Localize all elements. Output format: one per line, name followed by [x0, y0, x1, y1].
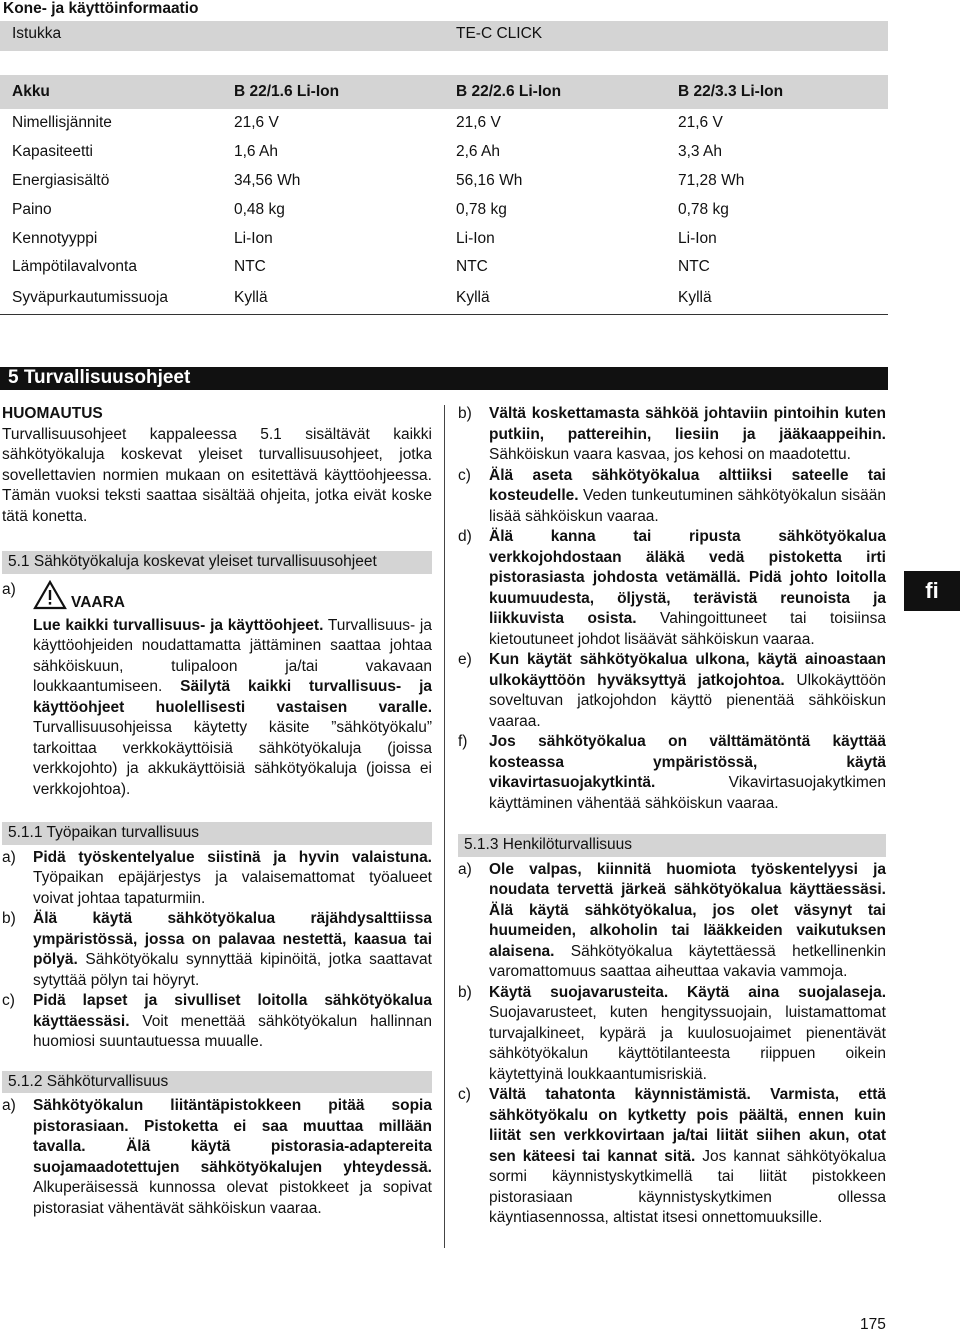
item-label: c): [458, 466, 471, 484]
table-row: [0, 282, 888, 315]
table-row: [0, 195, 888, 224]
list-item: [458, 983, 886, 1086]
table-cell: 56,16 Wh: [456, 171, 523, 189]
table-cell: 21,6 V: [678, 114, 723, 132]
item-body: Ulkokäyttöön soveltuvan jatkojohdon käyttö pienentää sähköiskun vaaraa.: [489, 671, 886, 730]
subsection-5-1-2-heading: [2, 1071, 432, 1094]
table-header-cell: Akku: [0, 75, 222, 109]
item-text: [489, 860, 886, 983]
table-cell: 21,6 V: [456, 114, 501, 132]
subsection-5-1-1-heading: [2, 822, 432, 845]
table-cell: Li-Ion: [456, 229, 495, 247]
warning-triangle-icon: [33, 580, 67, 610]
item-text: [489, 732, 886, 814]
table-cell: Kyllä: [666, 282, 888, 315]
language-tab: fi: [904, 571, 960, 611]
item-text: [33, 1096, 432, 1219]
table-cell: Li-Ion: [678, 229, 717, 247]
item-text: [489, 983, 886, 1086]
subsection-5-1-3-heading: [458, 834, 886, 857]
warning-header: [33, 580, 432, 610]
chuck-value: TE-C CLICK: [456, 25, 543, 42]
table-cell: 0,78 kg: [678, 200, 729, 218]
warning-content: [33, 580, 432, 801]
item-bold: Kun käytät sähkötyökalua ulkona, käytä ainoastaan ulkokäyttöön hyväksyttyä jatkojohtoa.: [489, 651, 886, 689]
list-item: [2, 991, 432, 1053]
list-item: [2, 909, 432, 991]
table-cell: Kennotyyppi: [12, 229, 98, 247]
table-cell: NTC: [456, 258, 488, 276]
item-body: Vikavirtasuojakytkimen käyttäminen vähentää sähköiskun vaaraa.: [489, 774, 886, 812]
electrical-list-right: [458, 404, 886, 814]
table-cell: Paino: [12, 200, 52, 218]
item-bold: Älä käytä sähkötyökalua räjähdysalttiissa ympäristössä, jossa on palavaa nestettä, kaasua tai pölyä.: [33, 910, 432, 968]
item-body: Sähkötyökalu synnyttää kipinöitä, jotka saattavat sytyttää pölyn tai höyryt.: [33, 951, 432, 989]
item-label: a): [2, 1097, 16, 1114]
item-label: d): [458, 528, 472, 545]
table-cell: Energiasisältö: [12, 171, 110, 189]
section-title-bar: [0, 367, 888, 390]
chuck-row: [0, 21, 888, 51]
subsection-5-1-3-title: 5.1.3 Henkilöturvallisuus: [464, 836, 633, 853]
item-bold: Vältä tahatonta käynnistämistä. Varmista, että sähkötyökalu on kytketty pois päältä, ennen kuin liität sen verkkovirtaan ja/tai liität siihen akun, otat sen käteesi tai kannat sitä.: [489, 1086, 886, 1165]
left-column: [2, 404, 432, 1219]
item-label: b): [2, 910, 16, 927]
item-body: Jos kannat sähkötyökalua sormi käynnistyskytkimellä tai liität pistokkeen pistorasiaan käynnistyskytkimen ollessa käyntiasennossa, altistat itsesi onnettomuuksille.: [489, 1147, 886, 1226]
work-area-list: [2, 848, 432, 1053]
item-bold: Jos sähkötyökalua on välttämätöntä käyttää kosteassa ympäristössä, käytä vikavirtasuojakytkintä.: [489, 733, 886, 791]
item-bold: Käytä suojavarusteita. Käytä aina suojalaseja.: [489, 983, 886, 1001]
table-cell: Nimellisjännite: [12, 114, 112, 132]
column-divider: [444, 405, 445, 1248]
item-text: [33, 991, 432, 1053]
page-header-title: Kone- ja käyttöinformaatio: [3, 0, 199, 17]
item-bold: Sähkötyökalun liitäntäpistokkeen pitää sopia pistorasiaan. Pistoketta ei saa muuttaa millään tavalla. Älä käytä pistorasia-adaptereita suojamaadotettujen sähkötyökalujen yhteydessä.: [33, 1097, 432, 1176]
item-body: Sähkötyökalua käytettäessä hetkellinenkin varomattomuus saattaa aiheuttaa vakavia vammoja.: [489, 942, 886, 980]
table-cell: 3,3 Ah: [678, 143, 722, 161]
item-text: [489, 650, 886, 732]
table-cell: NTC: [678, 258, 710, 276]
item-body: Suojavarusteet, kuten hengityssuojain, luistamattomat turvajalkineet, kypärä ja kuulosuojaimet pienentävät sähkötyökalun käyttötilanteesta riippuen oikein käytettyinä loukkaantumisriskiä.: [489, 1004, 886, 1083]
item-label: c): [458, 1086, 471, 1103]
item-body: Sähköiskun vaara kasvaa, jos kehosi on maadotettu.: [489, 446, 851, 463]
list-item: [458, 732, 886, 814]
table-header-cell: B 22/1.6 Li-Ion: [222, 75, 444, 109]
item-body: Vahingoittuneet tai toisiinsa kietoutuneet johdot lisäävät sähköiskun vaaraa.: [489, 610, 886, 648]
list-item: [458, 650, 886, 732]
item-label: b): [458, 983, 472, 1001]
item-body: Alkuperäisessä kunnossa olevat pistokkeet ja sopivat pistorasiat vähentävät sähköiskun vaaraa.: [33, 1179, 432, 1217]
table-row: [0, 224, 888, 253]
table-header-row: [0, 75, 888, 109]
subsection-5-1-2-title: 5.1.2 Sähköturvallisuus: [8, 1072, 169, 1090]
item-text: [33, 909, 432, 991]
subsection-5-1-title: 5.1 Sähkötyökaluja koskevat yleiset turvallisuusohjeet: [8, 553, 377, 570]
item-bold: Älä kanna tai ripusta sähkötyökalua verkkojohdostaan äläkä vedä pistoketta irti pistorasiasta johdosta vetämällä. Pidä johto loitolla kuumuudesta, öljystä, terävistä reunoista ja liikkuvista osista.: [489, 528, 886, 627]
table-cell: 0,78 kg: [456, 200, 507, 218]
electrical-list-left: [2, 1096, 432, 1219]
item-label: b): [458, 405, 472, 422]
list-item: [2, 1096, 432, 1219]
list-item: [458, 1085, 886, 1229]
item-body: Veden tunkeutuminen sähkötyökalun sisään lisää sähköiskun vaaraa.: [489, 487, 886, 525]
subsection-5-1-1-title: 5.1.1 Työpaikan turvallisuus: [8, 824, 199, 841]
list-item: [2, 848, 432, 910]
table-row: [0, 138, 888, 167]
chuck-label: Istukka: [12, 25, 62, 42]
item-text: [489, 527, 886, 650]
item-label: a): [2, 580, 16, 598]
list-item: [458, 466, 886, 528]
warning-word: VAARA: [71, 594, 125, 611]
list-item: [458, 404, 886, 466]
warning-text-2: Turvallisuusohjeissa käytetty käsite ”sähkötyökalu” tarkoittaa verkkokäyttöisiä sähkötyökaluja (joissa verkkojohto) ja akkukäyttöisiä sähkötyökaluja (joissa ei verkkojohtoa).: [33, 719, 432, 798]
table-cell: 34,56 Wh: [234, 171, 301, 189]
table-cell: 0,48 kg: [234, 200, 285, 218]
personal-safety-list: [458, 860, 886, 1229]
table-cell: 1,6 Ah: [234, 143, 278, 161]
table-cell: Kyllä: [444, 282, 666, 315]
table-row: [0, 109, 888, 138]
table-cell: 71,28 Wh: [678, 171, 745, 189]
subsection-5-1-heading: [2, 551, 432, 574]
item-label: a): [458, 860, 472, 878]
note-text: Turvallisuusohjeet kappaleessa 5.1 sisältävät kaikki sähkötyökaluja koskevat yleiset turvallisuusohjeet, jotka sovellettavien normien mukaan on esitettävä käyttöohjeessa. Tämän vuoksi teksti saattaa sisältää ohjeita, jotka eivät koske tätä konetta.: [2, 425, 432, 525]
item-text: [33, 848, 432, 910]
warning-block: [2, 580, 432, 801]
warning-bold-1: Lue kaikki turvallisuus- ja käyttöohjeet.: [33, 616, 324, 634]
table-cell: Syväpurkautumissuoja: [0, 282, 222, 315]
table-cell: 2,6 Ah: [456, 143, 500, 161]
item-bold: Pidä työskentelyalue siistinä ja hyvin valaistuna.: [33, 848, 432, 866]
table-header-cell: B 22/2.6 Li-Ion: [444, 75, 666, 109]
table-cell: Li-Ion: [234, 229, 273, 247]
table-cell: 21,6 V: [234, 114, 279, 132]
item-bold: Vältä koskettamasta sähköä johtaviin pintoihin kuten putkiin, pattereihin, liesiin ja jääkaappeihin.: [489, 405, 886, 443]
item-label: c): [2, 992, 15, 1009]
warning-bold-2: Säilytä kaikki turvallisuus- ja käyttöohjeet huolellisesti vastaisen varalle.: [33, 678, 432, 716]
note-heading: HUOMAUTUS: [2, 405, 103, 422]
item-bold: Pidä lapset ja sivulliset loitolla sähkötyökalua käyttäessäsi.: [33, 992, 432, 1030]
item-label: a): [2, 848, 16, 866]
item-body: Työpaikan epäjärjestys ja valaisemattomat työalueet voivat johtaa tapaturmiin.: [33, 869, 432, 907]
table-header-cell: B 22/3.3 Li-Ion: [666, 75, 888, 109]
warning-text: [33, 616, 432, 801]
item-text: [489, 404, 886, 466]
item-body: Voit menettää sähkötyökalun hallinnan huomiosi suuntautuessa muualle.: [33, 1012, 432, 1050]
table-cell: NTC: [234, 258, 266, 276]
item-text: [489, 1085, 886, 1229]
list-item: [458, 527, 886, 650]
right-column: [458, 404, 886, 1229]
table-row: [0, 167, 888, 196]
table-cell: Kapasiteetti: [12, 143, 93, 161]
page-number: 175: [860, 1316, 886, 1333]
item-label: f): [458, 733, 468, 750]
list-item: [458, 860, 886, 983]
item-label: e): [458, 651, 472, 668]
warning-text-1: Turvallisuus- ja käyttöohjeiden noudattamatta jättäminen saattaa johtaa sähköiskuun, tulipaloon ja/tai vakavaan loukkaantumiseen.: [33, 616, 432, 695]
table-cell: Kyllä: [222, 282, 444, 315]
table-cell: Lämpötilavalvonta: [12, 258, 137, 276]
section-title: 5 Turvallisuusohjeet: [8, 367, 191, 388]
item-bold: Älä aseta sähkötyökalua alttiiksi sateelle tai kosteudelle.: [489, 466, 886, 504]
item-text: [489, 466, 886, 528]
battery-table: [0, 75, 888, 315]
item-bold: Ole valpas, kiinnitä huomiota työskentelyysi ja noudata tervettä järkeä sähkötyökalua käyttäessäsi. Älä käytä sähkötyökalua, jos olet väsynyt tai huumeiden, alkoholin tai lääkkeiden vaikutuksen alaisena.: [489, 860, 886, 960]
table-row: [0, 253, 888, 282]
